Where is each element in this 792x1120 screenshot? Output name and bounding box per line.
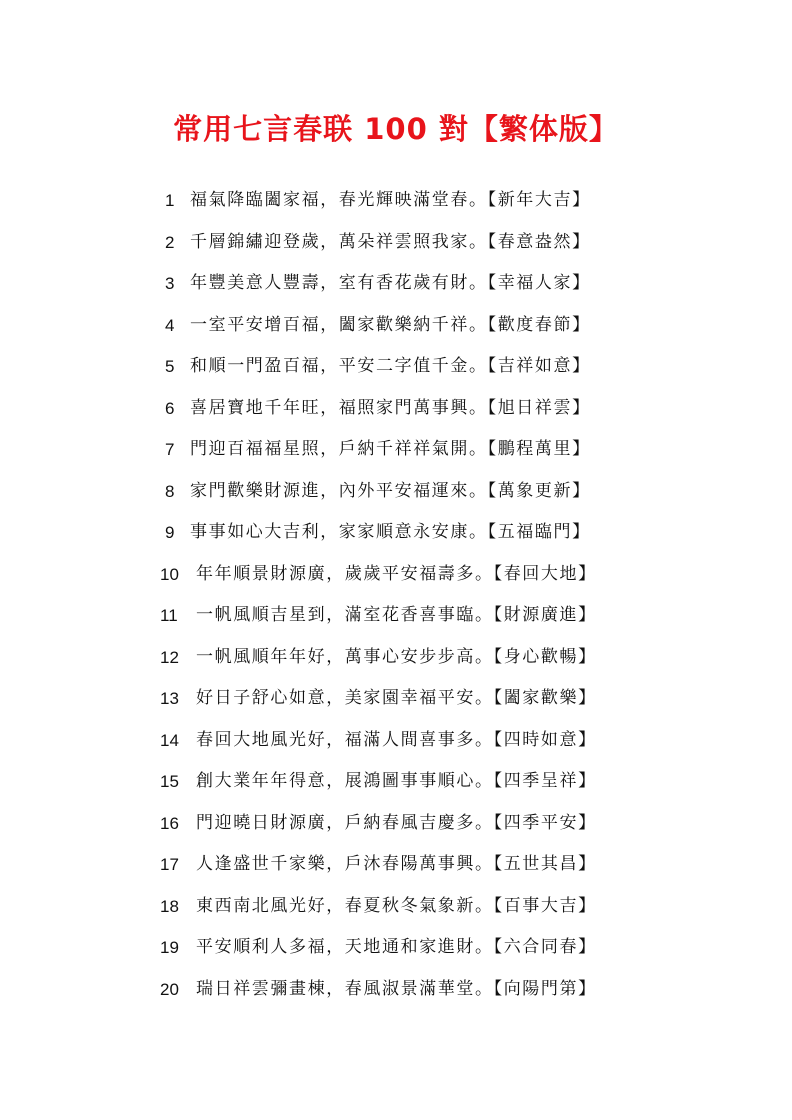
couplet-row: [0, 803, 792, 845]
couplet-text: 事事如心大吉利，家家順意永安康。【五福臨門】: [190, 522, 591, 542]
couplet-text: 千層錦繡迎登歲，萬朵祥雲照我家。【春意盎然】: [190, 231, 591, 252]
couplet-text: 春回大地風光好，福滿人間喜事多。【四時如意】: [196, 729, 597, 750]
couplet-row: [0, 720, 792, 762]
couplet-text: 一帆風順年年好，萬事心安步步高。【身心歡暢】: [196, 646, 597, 667]
couplet-row: [0, 678, 792, 720]
couplet-number: 1: [165, 191, 175, 210]
couplet-number: 13: [160, 689, 179, 708]
couplet-text: 一室平安增百福，闔家歡樂納千祥。【歡度春節】: [190, 314, 591, 335]
couplet-text: 年年順景財源廣，歲歲平安福壽多。【春回大地】: [196, 563, 597, 584]
couplet-row: [0, 927, 792, 969]
couplet-row: [0, 595, 792, 637]
couplet-number: 20: [160, 979, 179, 999]
couplet-row: [0, 388, 792, 430]
couplet-text: 門迎百福福星照，戶納千祥祥氣開。【鵬程萬里】: [190, 439, 591, 459]
couplet-row: [0, 844, 792, 886]
couplet-text: 和順一門盈百福，平安二字值千金。【吉祥如意】: [190, 356, 591, 376]
couplet-number: 10: [160, 564, 179, 584]
couplet-text: 年豐美意人豐壽，室有香花歲有財。【幸福人家】: [190, 273, 591, 293]
couplet-row: [0, 471, 792, 513]
couplet-number: 18: [160, 896, 179, 916]
couplet-number: 9: [165, 523, 175, 542]
couplet-text: 瑞日祥雲彌畫棟，春風淑景滿華堂。【向陽門第】: [196, 978, 597, 999]
couplet-row: [0, 554, 792, 596]
couplet-text: 家門歡樂財源進，內外平安福運來。【萬象更新】: [190, 480, 591, 501]
couplet-row: [0, 761, 792, 803]
couplet-row: [0, 429, 792, 471]
couplet-row: [0, 512, 792, 554]
couplet-number: 8: [165, 481, 175, 501]
couplet-row: [0, 305, 792, 347]
couplet-number: 11: [160, 606, 178, 625]
couplet-number: 19: [160, 938, 179, 957]
couplet-text: 喜居寶地千年旺，福照家門萬事興。【旭日祥雲】: [190, 397, 591, 418]
couplet-text: 平安順利人多福，天地通和家進財。【六合同春】: [196, 937, 597, 957]
couplet-row: [0, 263, 792, 305]
couplet-row: [0, 886, 792, 928]
couplet-text: 一帆風順吉星到，滿室花香喜事臨。【財源廣進】: [196, 605, 597, 625]
couplet-text: 門迎曉日財源廣，戶納春風吉慶多。【四季平安】: [196, 812, 597, 833]
couplet-number: 5: [165, 357, 175, 376]
couplet-row: [0, 969, 792, 1011]
couplet-number: 17: [160, 855, 179, 874]
couplet-number: 3: [165, 274, 175, 293]
couplet-number: 2: [165, 232, 175, 252]
couplet-row: [0, 180, 792, 222]
couplet-text: 東西南北風光好，春夏秋冬氣象新。【百事大吉】: [196, 895, 597, 916]
couplet-number: 12: [160, 647, 179, 667]
couplet-row: [0, 222, 792, 264]
couplet-list: [0, 180, 792, 1010]
couplet-text: 人逢盛世千家樂，戶沐春陽萬事興。【五世其昌】: [196, 854, 597, 874]
couplet-row: [0, 637, 792, 679]
couplet-number: 6: [165, 398, 175, 418]
couplet-text: 好日子舒心如意，美家園幸福平安。【闔家歡樂】: [196, 688, 597, 708]
couplet-row: [0, 346, 792, 388]
couplet-text: 創大業年年得意，展鴻圖事事順心。【四季呈祥】: [196, 771, 597, 791]
couplet-number: 4: [165, 315, 175, 335]
couplet-number: 15: [160, 772, 179, 791]
couplet-number: 7: [165, 440, 175, 459]
couplet-number: 16: [160, 813, 179, 833]
page-title: 常用七言春联 100 對【繁体版】: [173, 112, 619, 147]
couplet-number: 14: [160, 730, 179, 750]
couplet-text: 福氣降臨闔家福，春光輝映滿堂春。【新年大吉】: [190, 190, 591, 210]
